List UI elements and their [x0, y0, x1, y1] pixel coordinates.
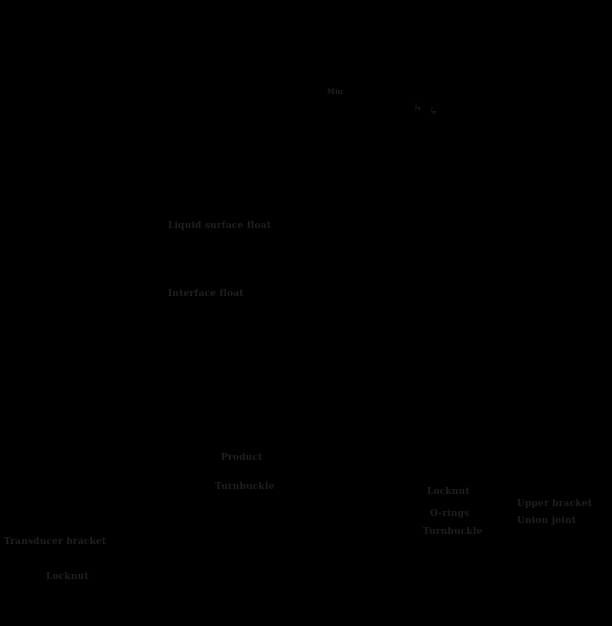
turnbuckle-right-label: Turnbuckle	[423, 527, 483, 537]
locknut-left-label: Locknut	[46, 572, 89, 582]
liquid-surface-float-label: Liquid surface float	[168, 221, 272, 231]
min-label: Min	[327, 87, 344, 96]
product-label: Product	[221, 453, 263, 463]
upper-bracket-label: Upper bracket	[517, 499, 593, 509]
dimension-note-left: 2"	[415, 103, 422, 111]
union-joint-label: Union joint	[517, 516, 577, 526]
turnbuckle-left-label: Turnbuckle	[215, 482, 275, 492]
o-rings-label: O-rings	[430, 509, 470, 519]
dimension-note-right: 4"	[431, 107, 438, 115]
locknut-right-label: Locknut	[427, 487, 470, 497]
interface-float-label: Interface float	[168, 289, 244, 299]
transducer-bracket-label: Transducer bracket	[4, 537, 107, 547]
